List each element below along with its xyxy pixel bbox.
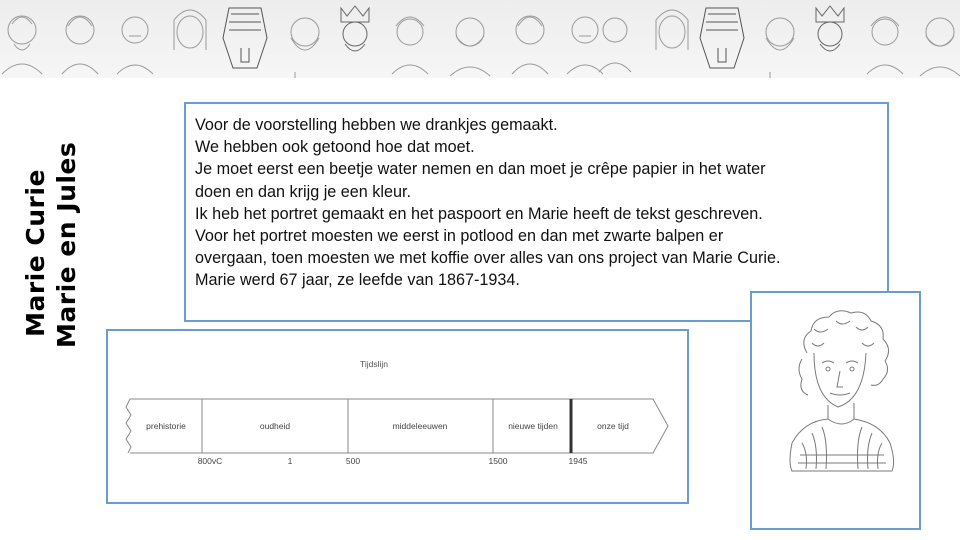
portrait-banner [0, 0, 960, 78]
period-label: oudheid [259, 421, 291, 431]
period-label: nieuwe tijden [508, 421, 558, 431]
story-line: Voor het portret moesten we eerst in potlood en dan met zwarte balpen er [195, 227, 724, 246]
date-label: 500 [345, 456, 361, 466]
period-label: middeleeuwen [392, 421, 448, 431]
story-line: overgaan, toen moesten we met koffie over alles van ons project van Marie Curie. [195, 249, 781, 268]
sketch-head [2, 16, 42, 74]
story-line: Ik heb het portret gemaakt en het paspoort en Marie heeft de tekst geschreven. [195, 204, 763, 223]
date-label: 1 [287, 456, 293, 466]
story-line: Voor de voorstelling hebben we drankjes gemaakt. [195, 116, 558, 134]
timeline-start-zigzag [126, 399, 131, 453]
story-text-box [184, 102, 889, 322]
period-label: prehistorie [146, 421, 186, 431]
side-title-line1: Marie Curie [21, 169, 50, 337]
story-line: Je moet eerst een beetje water nemen en dan moet je crêpe papier in het water [195, 160, 766, 179]
story-line: doen en dan krijg je een kleur. [195, 182, 411, 201]
portrait-box [750, 291, 921, 530]
period-label: onze tijd [597, 421, 629, 431]
side-title-line2: Marie en Jules [52, 141, 81, 348]
date-label: 1945 [568, 456, 588, 466]
date-label: 800vC [197, 456, 223, 466]
side-title [20, 141, 90, 348]
story-line: We hebben ook getoond hoe dat moet. [195, 138, 475, 157]
marie-curie-portrait-icon [752, 293, 923, 532]
date-label: 1500 [488, 456, 508, 466]
timeline-diagram [108, 331, 691, 506]
timeline-box [106, 329, 689, 504]
timeline-title: Tijdslijn [359, 359, 389, 369]
story-line: Marie werd 67 jaar, ze leefde van 1867-1934. [195, 271, 520, 290]
portrait-sketch-icon [0, 0, 960, 78]
